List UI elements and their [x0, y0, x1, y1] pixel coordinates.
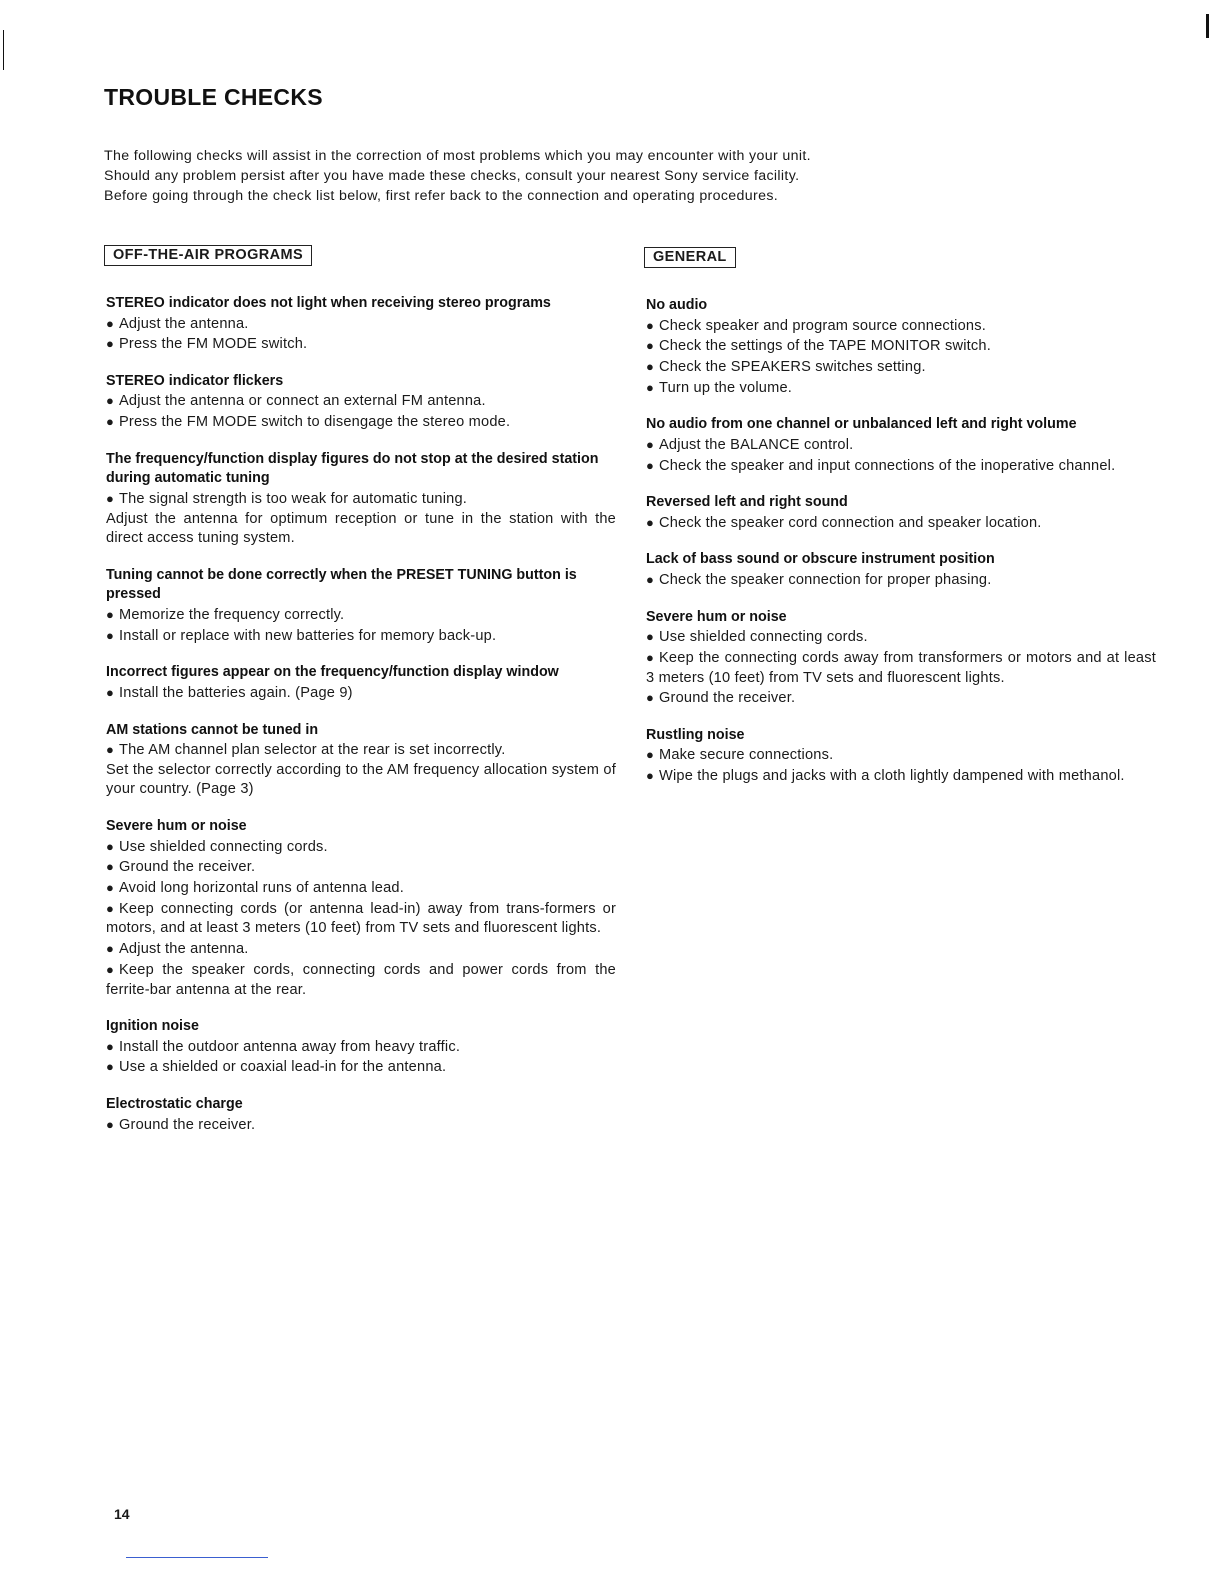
- intro-line: Before going through the check list below, first refer back to the connection and operating procedures.: [104, 188, 779, 204]
- remedy-line: [646, 745, 1156, 766]
- bullet-icon: ●: [646, 436, 655, 452]
- bullet-icon: ●: [646, 768, 655, 784]
- remedy-text: Turn up the volume.: [659, 379, 793, 396]
- bullet-icon: ●: [106, 941, 115, 957]
- bullet-icon: ●: [106, 315, 115, 331]
- trouble-heading: Incorrect figures appear on the frequency/function display window: [106, 664, 559, 681]
- trouble-item: [106, 1095, 616, 1135]
- remedy-text: Install the batteries again. (Page 9): [119, 684, 353, 701]
- footer-rule: [126, 1557, 268, 1558]
- remedy-text: Use shielded connecting cords.: [659, 629, 868, 646]
- trouble-heading: Severe hum or noise: [646, 608, 787, 625]
- remedy-line: [106, 683, 616, 704]
- remedy-text: Avoid long horizontal runs of antenna lead.: [119, 880, 404, 897]
- remedy-text: Keep connecting cords (or antenna lead-in) away from trans-formers or motors, and at least 3 meters (10 feet) from TV sets and fluorescent lights.: [106, 900, 616, 937]
- remedy-line: [646, 627, 1156, 648]
- remedy-text: Make secure connections.: [659, 747, 834, 764]
- bullet-icon: ●: [646, 629, 655, 645]
- remedy-text: Check the speaker and input connections of the inoperative channel.: [659, 457, 1116, 474]
- bullet-icon: ●: [106, 859, 115, 875]
- bullet-icon: ●: [646, 358, 655, 374]
- remedy-text: Install the outdoor antenna away from heavy traffic.: [119, 1038, 461, 1055]
- trouble-item: [106, 663, 616, 703]
- trouble-item: [106, 1017, 616, 1078]
- remedy-line: [106, 761, 616, 800]
- page-number: 14: [114, 1506, 130, 1522]
- bullet-icon: ●: [106, 1059, 115, 1075]
- intro-paragraph: [104, 146, 944, 206]
- bullet-icon: ●: [646, 338, 655, 354]
- remedy-line: [106, 878, 616, 899]
- trouble-heading: Tuning cannot be done correctly when the PRESET TUNING button is pressed: [106, 566, 577, 603]
- remedy-text: Adjust the BALANCE control.: [659, 436, 854, 453]
- trouble-item: [106, 450, 616, 549]
- scan-edge-mark: [3, 30, 4, 70]
- trouble-heading: AM stations cannot be tuned in: [106, 721, 319, 738]
- bullet-icon: ●: [106, 1038, 115, 1054]
- trouble-heading: The frequency/function display figures do not stop at the desired station during automatic tuning: [106, 450, 599, 487]
- trouble-list-left: [106, 294, 616, 1135]
- trouble-heading: No audio: [646, 297, 708, 313]
- trouble-heading: Electrostatic charge: [106, 1096, 243, 1113]
- remedy-text: Adjust the antenna.: [119, 941, 249, 958]
- bullet-icon: ●: [106, 606, 115, 622]
- remedy-text: Keep the connecting cords away from transformers or motors and at least 3 meters (10 feet) from TV sets and fluorescent lights.: [646, 649, 1156, 686]
- remedy-text: Press the FM MODE switch.: [119, 336, 308, 353]
- bullet-icon: ●: [106, 490, 115, 506]
- section-label-off-the-air: OFF-THE-AIR PROGRAMS: [104, 245, 312, 266]
- remedy-text: Check the settings of the TAPE MONITOR switch.: [659, 338, 992, 355]
- remedy-line: [646, 456, 1156, 477]
- remedy-line: [646, 336, 1156, 357]
- trouble-heading: Severe hum or noise: [106, 818, 247, 835]
- trouble-heading: Rustling noise: [646, 726, 745, 743]
- remedy-text: Use shielded connecting cords.: [119, 838, 328, 855]
- remedy-line: [106, 1115, 616, 1136]
- bullet-icon: ●: [106, 414, 115, 430]
- trouble-item: [106, 372, 616, 433]
- remedy-line: [106, 626, 616, 647]
- remedy-line: [646, 570, 1156, 591]
- remedy-text: Install or replace with new batteries for memory back-up.: [119, 627, 497, 644]
- trouble-heading: No audio from one channel or unbalanced left and right volume: [646, 416, 1077, 433]
- remedy-line: [106, 1057, 616, 1078]
- bullet-icon: ●: [646, 690, 655, 706]
- trouble-item: [106, 294, 616, 355]
- remedy-text: Set the selector correctly according to the AM frequency allocation system of your country. (Page 3): [106, 761, 616, 798]
- remedy-text: Ground the receiver.: [659, 690, 796, 707]
- remedy-line: [106, 960, 616, 1000]
- remedy-line: [646, 378, 1156, 399]
- trouble-heading: STEREO indicator does not light when receiving stereo programs: [106, 295, 551, 311]
- remedy-line: [646, 435, 1156, 456]
- remedy-line: [646, 766, 1156, 787]
- remedy-text: Adjust the antenna.: [119, 315, 249, 332]
- remedy-text: Ground the receiver.: [119, 859, 256, 876]
- trouble-heading: Reversed left and right sound: [646, 494, 848, 511]
- remedy-line: [106, 412, 616, 433]
- remedy-line: [106, 939, 616, 960]
- trouble-item: [106, 566, 616, 646]
- remedy-line: [106, 605, 616, 626]
- trouble-item: [646, 296, 1156, 398]
- remedy-text: Ground the receiver.: [119, 1116, 256, 1133]
- remedy-text: Use a shielded or coaxial lead-in for the antenna.: [119, 1059, 447, 1076]
- trouble-heading: Lack of bass sound or obscure instrument position: [646, 551, 995, 568]
- remedy-line: [106, 334, 616, 355]
- remedy-line: [646, 357, 1156, 378]
- intro-line: The following checks will assist in the correction of most problems which you may encounter with your unit.: [104, 148, 811, 164]
- intro-line: Should any problem persist after you have made these checks, consult your nearest Sony service facility.: [104, 168, 800, 184]
- remedy-text: The AM channel plan selector at the rear is set incorrectly.: [119, 742, 506, 759]
- remedy-line: [106, 314, 616, 335]
- remedy-text: Wipe the plugs and jacks with a cloth lightly dampened with methanol.: [659, 768, 1125, 785]
- remedy-line: [106, 837, 616, 858]
- bullet-icon: ●: [106, 961, 115, 977]
- remedy-text: The signal strength is too weak for automatic tuning.: [119, 490, 468, 507]
- remedy-text: Press the FM MODE switch to disengage the stereo mode.: [119, 414, 511, 431]
- remedy-line: [106, 899, 616, 939]
- bullet-icon: ●: [106, 684, 115, 700]
- bullet-icon: ●: [106, 900, 115, 916]
- trouble-item: [646, 726, 1156, 787]
- remedy-line: [106, 740, 616, 761]
- remedy-line: [646, 513, 1156, 534]
- general-column: [646, 245, 1156, 804]
- bullet-icon: ●: [646, 571, 655, 587]
- bullet-icon: ●: [646, 514, 655, 530]
- trouble-item: [646, 550, 1156, 590]
- remedy-text: Keep the speaker cords, connecting cords and power cords from the ferrite-bar antenna at the rear.: [106, 961, 616, 998]
- remedy-text: Adjust the antenna for optimum reception or tune in the station with the direct access tuning system.: [106, 510, 616, 547]
- bullet-icon: ●: [646, 649, 655, 665]
- trouble-item: [646, 608, 1156, 709]
- remedy-line: [106, 489, 616, 510]
- trouble-heading: Ignition noise: [106, 1018, 199, 1035]
- bullet-icon: ●: [106, 1116, 115, 1132]
- trouble-list-right: [646, 296, 1156, 787]
- bullet-icon: ●: [646, 457, 655, 473]
- remedy-text: Check the speaker connection for proper phasing.: [659, 571, 992, 588]
- remedy-line: [646, 688, 1156, 709]
- trouble-item: [646, 493, 1156, 533]
- bullet-icon: ●: [106, 838, 115, 854]
- trouble-item: [106, 817, 616, 1000]
- trouble-item: [106, 721, 616, 801]
- bullet-icon: ●: [106, 880, 115, 896]
- bullet-icon: ●: [646, 747, 655, 763]
- scan-edge-mark: [1206, 14, 1209, 38]
- remedy-line: [646, 648, 1156, 688]
- trouble-item: [646, 415, 1156, 476]
- remedy-text: Check speaker and program source connections.: [659, 317, 986, 334]
- remedy-line: [646, 316, 1156, 337]
- page-title: TROUBLE CHECKS: [104, 84, 323, 110]
- bullet-icon: ●: [646, 317, 655, 333]
- bullet-icon: ●: [106, 393, 115, 409]
- remedy-line: [106, 1037, 616, 1058]
- remedy-text: Adjust the antenna or connect an external FM antenna.: [119, 393, 486, 410]
- remedy-text: Memorize the frequency correctly.: [119, 606, 345, 623]
- off-the-air-programs-column: [106, 245, 616, 1152]
- section-label-general: GENERAL: [644, 247, 736, 268]
- remedy-text: Check the SPEAKERS switches setting.: [659, 358, 926, 375]
- bullet-icon: ●: [106, 742, 115, 758]
- bullet-icon: ●: [106, 336, 115, 352]
- remedy-line: [106, 510, 616, 549]
- remedy-text: Check the speaker cord connection and speaker location.: [659, 514, 1042, 531]
- remedy-line: [106, 857, 616, 878]
- bullet-icon: ●: [646, 379, 655, 395]
- bullet-icon: ●: [106, 627, 115, 643]
- remedy-line: [106, 391, 616, 412]
- trouble-heading: STEREO indicator flickers: [106, 372, 284, 389]
